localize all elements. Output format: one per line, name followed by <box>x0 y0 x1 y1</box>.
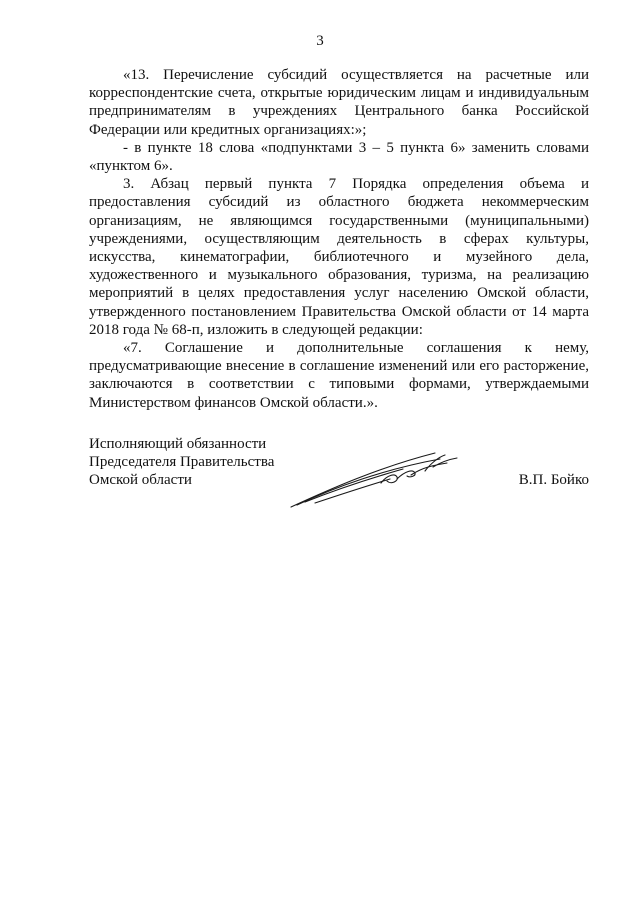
signer-position-line: Омской области <box>89 472 192 489</box>
signer-position-line: Председателя Правительства <box>89 454 275 471</box>
document-body <box>89 66 589 412</box>
handwritten-signature <box>285 445 475 515</box>
paragraph-agreement-text: «7. Соглашение и дополнительные соглашения к нему, предусматривающие внесение в соглашение изменений или его расторжение, заключаются в соответствии с типовыми формами, утверждаемыми Министерством финансов Омской области.». <box>89 340 589 411</box>
paragraph-item-18-amendment: - в пункте 18 слова «подпунктами 3 – 5 пункта 6» заменить словами «пунктом 6». <box>89 139 589 175</box>
paragraph-item-7-amendment: 3. Абзац первый пункта 7 Порядка определения объема и предоставления субсидий из областного бюджета некоммерческим организациям, не являющимся государственными (муниципальными) учреждениями, осуществляющим деятельность в сферах культуры, искусства, кинематографии, библиотечного и музейного дела, художественного и музыкального образования, туризма, на реализацию мероприятий в целях предоставления услуг населению Омской области, утвержденного постановлением Правительства Омской области от 14 марта 2018 года № 68-п, изложить в следующей редакции: <box>89 176 589 338</box>
signer-position <box>89 435 274 490</box>
signer-name: В.П. Бойко <box>518 472 589 489</box>
paragraph-subsidy-transfer: «13. Перечисление субсидий осуществляется на расчетные или корреспондентские счета, открытые юридическим лицам и индивидуальным предпринимателям в учреждениях Центрального банка Российской Федерации или кредитных организациях:»; <box>89 67 589 138</box>
page-number: 3 <box>316 33 324 49</box>
signer-position-line: Исполняющий обязанности <box>89 436 267 452</box>
